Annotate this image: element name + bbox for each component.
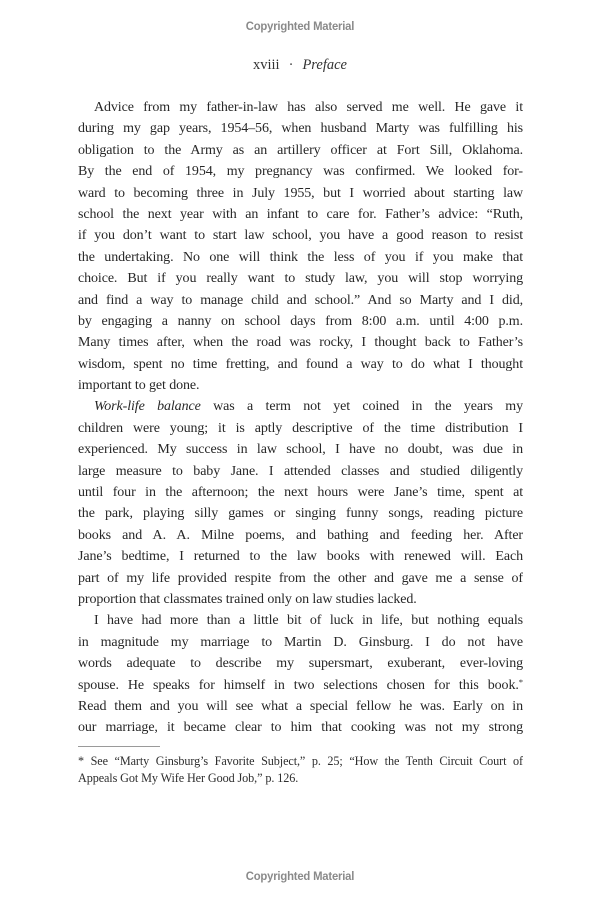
text-line bbox=[78, 589, 523, 610]
chapter-title: Preface bbox=[302, 57, 347, 73]
body-text bbox=[78, 97, 523, 739]
text-line bbox=[78, 204, 523, 225]
text-segment: in magnitude my marriage to Martin D. Ginsburg. I do not have bbox=[78, 634, 523, 650]
page-number: xviii bbox=[253, 57, 280, 73]
text-segment: proportion that classmates trained only on law studies lacked. bbox=[78, 591, 417, 607]
text-line bbox=[78, 482, 523, 503]
text-segment: books and A. A. Milne poems, and bathing and feeding her. After bbox=[78, 527, 523, 543]
text-line bbox=[78, 610, 523, 631]
text-line bbox=[78, 653, 523, 674]
text-segment: I have had more than a little bit of luck in life, but nothing equals bbox=[94, 613, 523, 629]
copyright-notice-top: Copyrighted Material bbox=[245, 19, 355, 33]
copyright-notice-bottom: Copyrighted Material bbox=[245, 869, 355, 883]
text-segment: important to get done. bbox=[78, 378, 200, 394]
text-line bbox=[78, 375, 523, 396]
text-segment: our marriage, it became clear to him that cooking was not my strong bbox=[78, 720, 523, 736]
text-line bbox=[78, 632, 523, 653]
text-line bbox=[78, 696, 523, 717]
text-segment: the undertaking. No one will think the less of you if you make that bbox=[78, 249, 523, 265]
text-line bbox=[78, 568, 523, 589]
text-segment: if you don’t want to start law school, you have a good reason to resist bbox=[78, 228, 523, 244]
text-segment: choice. But if you really want to study law, you will stop worrying bbox=[78, 271, 523, 287]
footnote-rule bbox=[78, 746, 160, 747]
text-line bbox=[78, 311, 523, 332]
text-segment: children were young; it is aptly descriptive of the time distribution I bbox=[78, 420, 523, 436]
text-segment: school the next year with an infant to care for. Father’s advice: “Ruth, bbox=[78, 206, 523, 222]
text-segment: words adequate to describe my supersmart, exuberant, ever-loving bbox=[78, 656, 523, 672]
text-line bbox=[78, 183, 523, 204]
text-segment: the park, playing silly games or singing funny songs, reading picture bbox=[78, 506, 523, 522]
page-header bbox=[0, 57, 600, 74]
text-segment: and find a way to manage child and school.” And so Marty and I did, bbox=[78, 292, 523, 308]
text-segment: ward to becoming three in July 1955, but I worried about starting law bbox=[78, 185, 523, 201]
text-line bbox=[78, 753, 523, 770]
text-line bbox=[78, 118, 523, 139]
text-segment: wisdom, spent no time fretting, and found a way to do what I thought bbox=[78, 356, 523, 372]
text-segment: until four in the afternoon; the next hours were Jane’s time, spent at bbox=[78, 485, 523, 501]
text-line bbox=[78, 247, 523, 268]
text-segment: By the end of 1954, my pregnancy was confirmed. We looked for- bbox=[78, 164, 523, 180]
text-line bbox=[78, 161, 523, 182]
header-separator-dot: · bbox=[288, 57, 294, 73]
text-segment: Work-life balance bbox=[94, 399, 201, 415]
text-line bbox=[78, 461, 523, 482]
text-line bbox=[78, 770, 523, 787]
text-line bbox=[78, 439, 523, 460]
text-line bbox=[78, 418, 523, 439]
text-segment: Appeals Got My Wife Her Good Job,” p. 126. bbox=[78, 770, 299, 785]
footnote-marker-asterisk: * bbox=[518, 676, 523, 687]
text-segment: Advice from my father-in-law has also served me well. He gave it bbox=[94, 100, 523, 115]
text-segment: part of my life provided respite from the other and gave me a sense of bbox=[78, 570, 523, 586]
text-segment: Many times after, when the road was rocky, I thought back to Father’s bbox=[78, 335, 523, 351]
text-line bbox=[78, 332, 523, 353]
text-line bbox=[78, 675, 523, 696]
text-segment: spouse. He speaks for himself in two selections chosen for this book. bbox=[78, 677, 519, 693]
text-segment: experienced. My success in law school, I have no doubt, was due in bbox=[78, 442, 523, 458]
text-line bbox=[78, 354, 523, 375]
text-line bbox=[78, 268, 523, 289]
text-line bbox=[78, 717, 523, 738]
text-line bbox=[78, 396, 523, 417]
text-segment: * See “Marty Ginsburg’s Favorite Subject,” p. 25; “How the Tenth Circuit Court of bbox=[78, 754, 523, 768]
text-line bbox=[78, 546, 523, 567]
text-line bbox=[78, 525, 523, 546]
footnote-text bbox=[78, 753, 523, 786]
text-segment: by engaging a nanny on school days from 8:00 a.m. until 4:00 p.m. bbox=[78, 313, 523, 329]
text-line bbox=[78, 290, 523, 311]
text-line bbox=[78, 97, 523, 118]
text-line bbox=[78, 225, 523, 246]
text-segment: Jane’s bedtime, I returned to the law books with renewed will. Each bbox=[78, 549, 523, 565]
text-line bbox=[78, 140, 523, 161]
text-segment: Read them and you will see what a special fellow he was. Early on in bbox=[78, 698, 523, 714]
text-segment: obligation to the Army as an artillery officer at Fort Sill, Oklahoma. bbox=[78, 142, 523, 158]
text-line bbox=[78, 503, 523, 524]
text-segment: was a term not yet coined in the years my bbox=[200, 399, 523, 415]
text-segment: large measure to baby Jane. I attended classes and studied diligently bbox=[78, 463, 523, 479]
text-segment: during my gap years, 1954–56, when husband Marty was fulfilling his bbox=[78, 121, 523, 137]
